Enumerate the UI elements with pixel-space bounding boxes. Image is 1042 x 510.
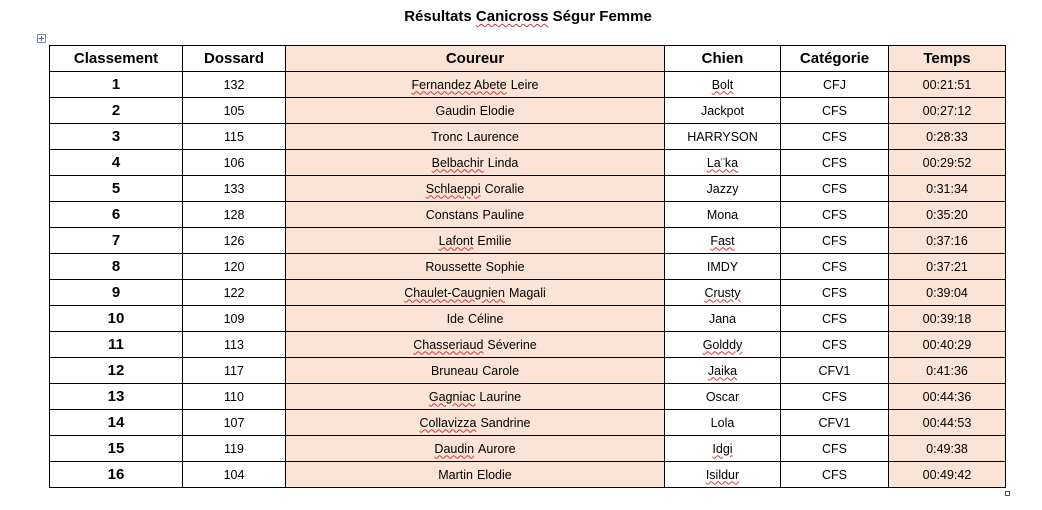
cell-bib: 113 <box>183 332 286 358</box>
runner-first-name: Pauline <box>482 207 525 222</box>
cell-bib: 105 <box>183 98 286 124</box>
dog-name: Oscar <box>705 389 740 404</box>
cell-runner <box>286 384 665 410</box>
cell-dog <box>665 98 781 124</box>
table-row <box>50 254 1006 280</box>
cell-rank: 1 <box>50 72 183 98</box>
cell-time: 0:28:33 <box>889 124 1006 150</box>
cell-category: CFS <box>781 436 889 462</box>
cell-bib: 110 <box>183 384 286 410</box>
cell-time: 0:41:36 <box>889 358 1006 384</box>
table-row <box>50 98 1006 124</box>
dog-name: Lola <box>710 415 735 430</box>
dog-name: Golddy <box>702 337 743 352</box>
cell-time: 00:21:51 <box>889 72 1006 98</box>
cell-rank: 8 <box>50 254 183 280</box>
table-row <box>50 410 1006 436</box>
dog-name: Jackpot <box>700 103 745 118</box>
cell-bib: 117 <box>183 358 286 384</box>
cell-runner <box>286 280 665 306</box>
cell-category: CFS <box>781 150 889 176</box>
table-row <box>50 462 1006 488</box>
cell-time: 0:39:04 <box>889 280 1006 306</box>
cell-bib: 128 <box>183 202 286 228</box>
runner-last-name: Ide <box>446 311 464 326</box>
runner-last-name: Constans <box>425 207 479 222</box>
cell-rank: 16 <box>50 462 183 488</box>
dog-name: IMDY <box>706 259 739 274</box>
dog-name: Isildur <box>705 467 740 482</box>
cell-category: CFS <box>781 462 889 488</box>
cell-time: 00:44:53 <box>889 410 1006 436</box>
dog-name: Jazzy <box>706 181 739 196</box>
header-rank: Classement <box>50 46 183 72</box>
cell-time: 0:31:34 <box>889 176 1006 202</box>
cell-runner <box>286 228 665 254</box>
cell-bib: 120 <box>183 254 286 280</box>
header-bib: Dossard <box>183 46 286 72</box>
dog-name: Jaika <box>707 363 738 378</box>
cell-rank: 5 <box>50 176 183 202</box>
dog-name: Bolt <box>711 77 734 92</box>
cell-runner <box>286 254 665 280</box>
cell-runner <box>286 306 665 332</box>
table-row <box>50 436 1006 462</box>
cell-bib: 104 <box>183 462 286 488</box>
cell-rank: 6 <box>50 202 183 228</box>
runner-first-name: Sandrine <box>480 415 531 430</box>
title-event: Canicross <box>475 8 549 25</box>
runner-first-name: Emilie <box>477 233 512 248</box>
cell-dog <box>665 410 781 436</box>
table-row <box>50 280 1006 306</box>
cell-time: 00:27:12 <box>889 98 1006 124</box>
runner-first-name: Sophie <box>485 259 525 274</box>
cell-runner <box>286 176 665 202</box>
cell-category: CFS <box>781 228 889 254</box>
cell-dog <box>665 254 781 280</box>
table-row <box>50 124 1006 150</box>
cell-rank: 15 <box>50 436 183 462</box>
runner-last-name: Martin <box>438 467 473 482</box>
table-header-row <box>50 46 1006 72</box>
cell-time: 0:37:16 <box>889 228 1006 254</box>
dog-name: La¨ka <box>706 155 739 170</box>
header-dog: Chien <box>665 46 781 72</box>
cell-dog <box>665 332 781 358</box>
table-row <box>50 358 1006 384</box>
cell-runner <box>286 436 665 462</box>
cell-time: 00:40:29 <box>889 332 1006 358</box>
cell-runner <box>286 202 665 228</box>
table-row <box>50 332 1006 358</box>
runner-first-name: Carole <box>482 363 520 378</box>
dog-name: Fast <box>710 233 735 248</box>
cell-dog <box>665 384 781 410</box>
table-row <box>50 384 1006 410</box>
cell-rank: 11 <box>50 332 183 358</box>
cell-runner <box>286 124 665 150</box>
runner-first-name: Séverine <box>487 337 537 352</box>
runner-last-name: Lafont <box>438 233 474 248</box>
cell-category: CFS <box>781 176 889 202</box>
table-move-handle-icon[interactable] <box>37 34 46 43</box>
cell-category: CFS <box>781 280 889 306</box>
cell-runner <box>286 462 665 488</box>
cell-time: 00:44:36 <box>889 384 1006 410</box>
cell-category: CFS <box>781 332 889 358</box>
cell-dog <box>665 436 781 462</box>
cell-category: CFS <box>781 254 889 280</box>
cell-runner <box>286 410 665 436</box>
runner-last-name: Chasseriaud <box>413 337 484 352</box>
cell-category: CFV1 <box>781 358 889 384</box>
dog-name: Mona <box>706 207 739 222</box>
cell-bib: 109 <box>183 306 286 332</box>
dog-name: Jana <box>708 311 737 326</box>
runner-last-name: Collavizza <box>419 415 477 430</box>
runner-last-name: Tronc <box>431 129 463 144</box>
cell-time: 0:49:38 <box>889 436 1006 462</box>
cell-bib: 132 <box>183 72 286 98</box>
cell-dog <box>665 280 781 306</box>
cell-category: CFS <box>781 98 889 124</box>
table-row <box>50 306 1006 332</box>
table-row <box>50 72 1006 98</box>
runner-last-name: Fernandez Abete <box>411 77 507 92</box>
cell-dog <box>665 358 781 384</box>
runner-first-name: Coralie <box>484 181 525 196</box>
cell-runner <box>286 72 665 98</box>
cell-bib: 115 <box>183 124 286 150</box>
cell-bib: 126 <box>183 228 286 254</box>
dog-name: Crusty <box>704 285 741 300</box>
runner-first-name: Elodie <box>476 467 512 482</box>
cell-rank: 2 <box>50 98 183 124</box>
cell-dog <box>665 202 781 228</box>
cell-time: 0:35:20 <box>889 202 1006 228</box>
title-prefix: Résultats <box>404 8 472 25</box>
runner-first-name: Laurence <box>466 129 519 144</box>
cell-runner <box>286 98 665 124</box>
cell-category: CFS <box>781 384 889 410</box>
cell-runner <box>286 150 665 176</box>
header-runner: Coureur <box>286 46 665 72</box>
cell-category: CFS <box>781 124 889 150</box>
cell-dog <box>665 176 781 202</box>
cell-time: 00:29:52 <box>889 150 1006 176</box>
cell-category: CFS <box>781 306 889 332</box>
cell-bib: 107 <box>183 410 286 436</box>
runner-last-name: Gagniac <box>428 389 476 404</box>
cell-rank: 3 <box>50 124 183 150</box>
cell-bib: 106 <box>183 150 286 176</box>
runner-last-name: Schlaeppi <box>425 181 481 196</box>
cell-runner <box>286 358 665 384</box>
cell-dog <box>665 306 781 332</box>
cell-rank: 12 <box>50 358 183 384</box>
cell-dog <box>665 124 781 150</box>
cell-rank: 10 <box>50 306 183 332</box>
results-table <box>49 45 1006 488</box>
dog-name: HARRYSON <box>687 129 758 144</box>
cell-bib: 133 <box>183 176 286 202</box>
cell-category: CFV1 <box>781 410 889 436</box>
runner-first-name: Elodie <box>479 103 515 118</box>
cell-rank: 7 <box>50 228 183 254</box>
dog-name: Idgi <box>712 441 733 456</box>
header-category: Catégorie <box>781 46 889 72</box>
runner-last-name: Gaudin <box>435 103 476 118</box>
table-row <box>50 150 1006 176</box>
cell-time: 0:37:21 <box>889 254 1006 280</box>
runner-last-name: Belbachir <box>431 155 484 170</box>
cell-bib: 122 <box>183 280 286 306</box>
cell-rank: 14 <box>50 410 183 436</box>
runner-last-name: Bruneau <box>430 363 479 378</box>
cell-rank: 13 <box>50 384 183 410</box>
table-row <box>50 202 1006 228</box>
header-time: Temps <box>889 46 1006 72</box>
cell-category: CFS <box>781 202 889 228</box>
document-title <box>0 8 1042 25</box>
runner-last-name: Chaulet-Caugnien <box>404 285 505 300</box>
title-suffix: Ségur Femme <box>552 8 652 25</box>
runner-first-name: Laurine <box>479 389 522 404</box>
cell-dog <box>665 72 781 98</box>
cell-bib: 119 <box>183 436 286 462</box>
cell-dog <box>665 150 781 176</box>
cell-time: 00:39:18 <box>889 306 1006 332</box>
runner-first-name: Céline <box>467 311 504 326</box>
cell-dog <box>665 228 781 254</box>
table-resize-handle[interactable] <box>1005 491 1010 496</box>
cell-rank: 9 <box>50 280 183 306</box>
cell-rank: 4 <box>50 150 183 176</box>
table-row <box>50 176 1006 202</box>
runner-first-name: Linda <box>487 155 519 170</box>
cell-runner <box>286 332 665 358</box>
cell-dog <box>665 462 781 488</box>
runner-first-name: Aurore <box>478 441 516 456</box>
runner-last-name: Roussette <box>425 259 482 274</box>
runner-first-name: Magali <box>508 285 546 300</box>
table-row <box>50 228 1006 254</box>
cell-category: CFJ <box>781 72 889 98</box>
cell-time: 00:49:42 <box>889 462 1006 488</box>
runner-first-name: Leire <box>510 77 539 92</box>
runner-last-name: Daudin <box>434 441 475 456</box>
